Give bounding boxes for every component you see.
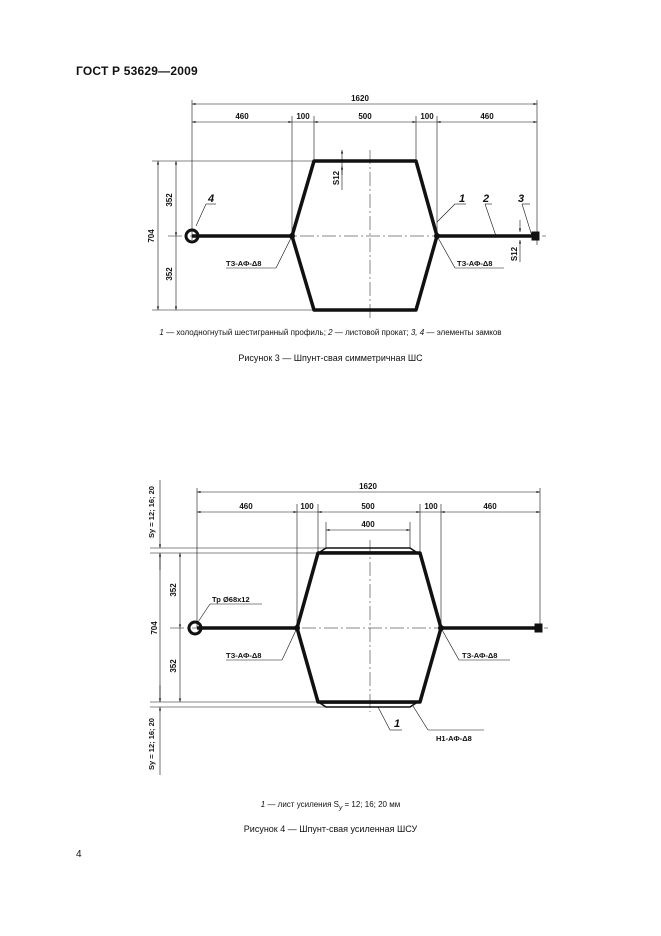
dim-middle-label: 500 bbox=[361, 502, 375, 511]
dim-height-bottom-label: 352 bbox=[169, 659, 178, 673]
weld-right-label: ТЗ-АФ-Δ8 bbox=[457, 259, 493, 268]
dim-height-total-label: 704 bbox=[150, 621, 159, 635]
marker-2: 2 bbox=[483, 193, 490, 205]
marker-4: 4 bbox=[208, 193, 215, 205]
figure-3-caption: Рисунок 3 — Шпунт-свая симметричная ШС bbox=[238, 353, 423, 363]
dim-plate-label: 400 bbox=[361, 520, 375, 529]
legend-text: — холодногнутый шестигранный профиль; bbox=[163, 328, 329, 337]
dim-left-label: 460 bbox=[235, 112, 249, 121]
dim-right-label: 460 bbox=[480, 112, 494, 121]
dim-height-total-label: 704 bbox=[147, 229, 156, 243]
figure-4-legend bbox=[0, 800, 661, 812]
marker-1: 1 bbox=[459, 193, 466, 205]
legend-number: 1 bbox=[260, 800, 266, 809]
legend-text: — листовой прокат; bbox=[332, 328, 411, 337]
dim-total-label: 1620 bbox=[351, 94, 369, 103]
dim-wall-thickness-label: S12 bbox=[332, 170, 341, 186]
dim-sheet-thickness-label: S12 bbox=[510, 246, 519, 262]
dim-sy-top-label: Sy = 12; 16; 20 bbox=[147, 486, 156, 538]
legend-text: — элементы замков bbox=[424, 328, 502, 337]
weld-right-label: ТЗ-АФ-Δ8 bbox=[462, 651, 498, 660]
dim-middle-label: 500 bbox=[358, 112, 372, 121]
legend-number: 3, 4 bbox=[410, 328, 425, 337]
weld-left-label: ТЗ-АФ-Δ8 bbox=[226, 259, 262, 268]
dim-inner-left-label: 100 bbox=[296, 112, 310, 121]
legend-number: 1 bbox=[159, 328, 164, 337]
dim-height-bottom-label: 352 bbox=[165, 267, 174, 281]
standard-header: ГОСТ Р 53629—2009 bbox=[76, 64, 198, 78]
weld-plate-label: Н1-АФ-Δ8 bbox=[436, 734, 472, 743]
marker-3: 3 bbox=[518, 193, 525, 205]
legend-text: = 12; 16; 20 мм bbox=[342, 800, 401, 809]
legend-subscript: у bbox=[338, 804, 343, 812]
page-number: 4 bbox=[76, 849, 82, 860]
figure-3-drawing bbox=[152, 100, 546, 318]
dim-height-top-label: 352 bbox=[165, 193, 174, 207]
dim-inner-left-label: 100 bbox=[300, 502, 314, 511]
pipe-label: Тр Ø68х12 bbox=[212, 595, 250, 604]
dim-total-label: 1620 bbox=[359, 482, 377, 491]
dim-inner-right-label: 100 bbox=[424, 502, 438, 511]
dim-left-label: 460 bbox=[239, 502, 253, 511]
dim-sy-bottom-label: Sy = 12; 16; 20 bbox=[147, 718, 156, 770]
figure-4-drawing bbox=[150, 480, 548, 775]
marker-1: 1 bbox=[394, 718, 401, 730]
weld-left-label: ТЗ-АФ-Δ8 bbox=[226, 651, 262, 660]
dim-right-label: 460 bbox=[483, 502, 497, 511]
legend-number: 2 bbox=[328, 328, 333, 337]
dim-inner-right-label: 100 bbox=[420, 112, 434, 121]
legend-text: — лист усиления S bbox=[265, 800, 339, 809]
figure-3-legend bbox=[0, 328, 661, 337]
dim-height-top-label: 352 bbox=[169, 583, 178, 597]
figure-4-caption: Рисунок 4 — Шпунт-свая усиленная ШСУ bbox=[243, 824, 418, 834]
